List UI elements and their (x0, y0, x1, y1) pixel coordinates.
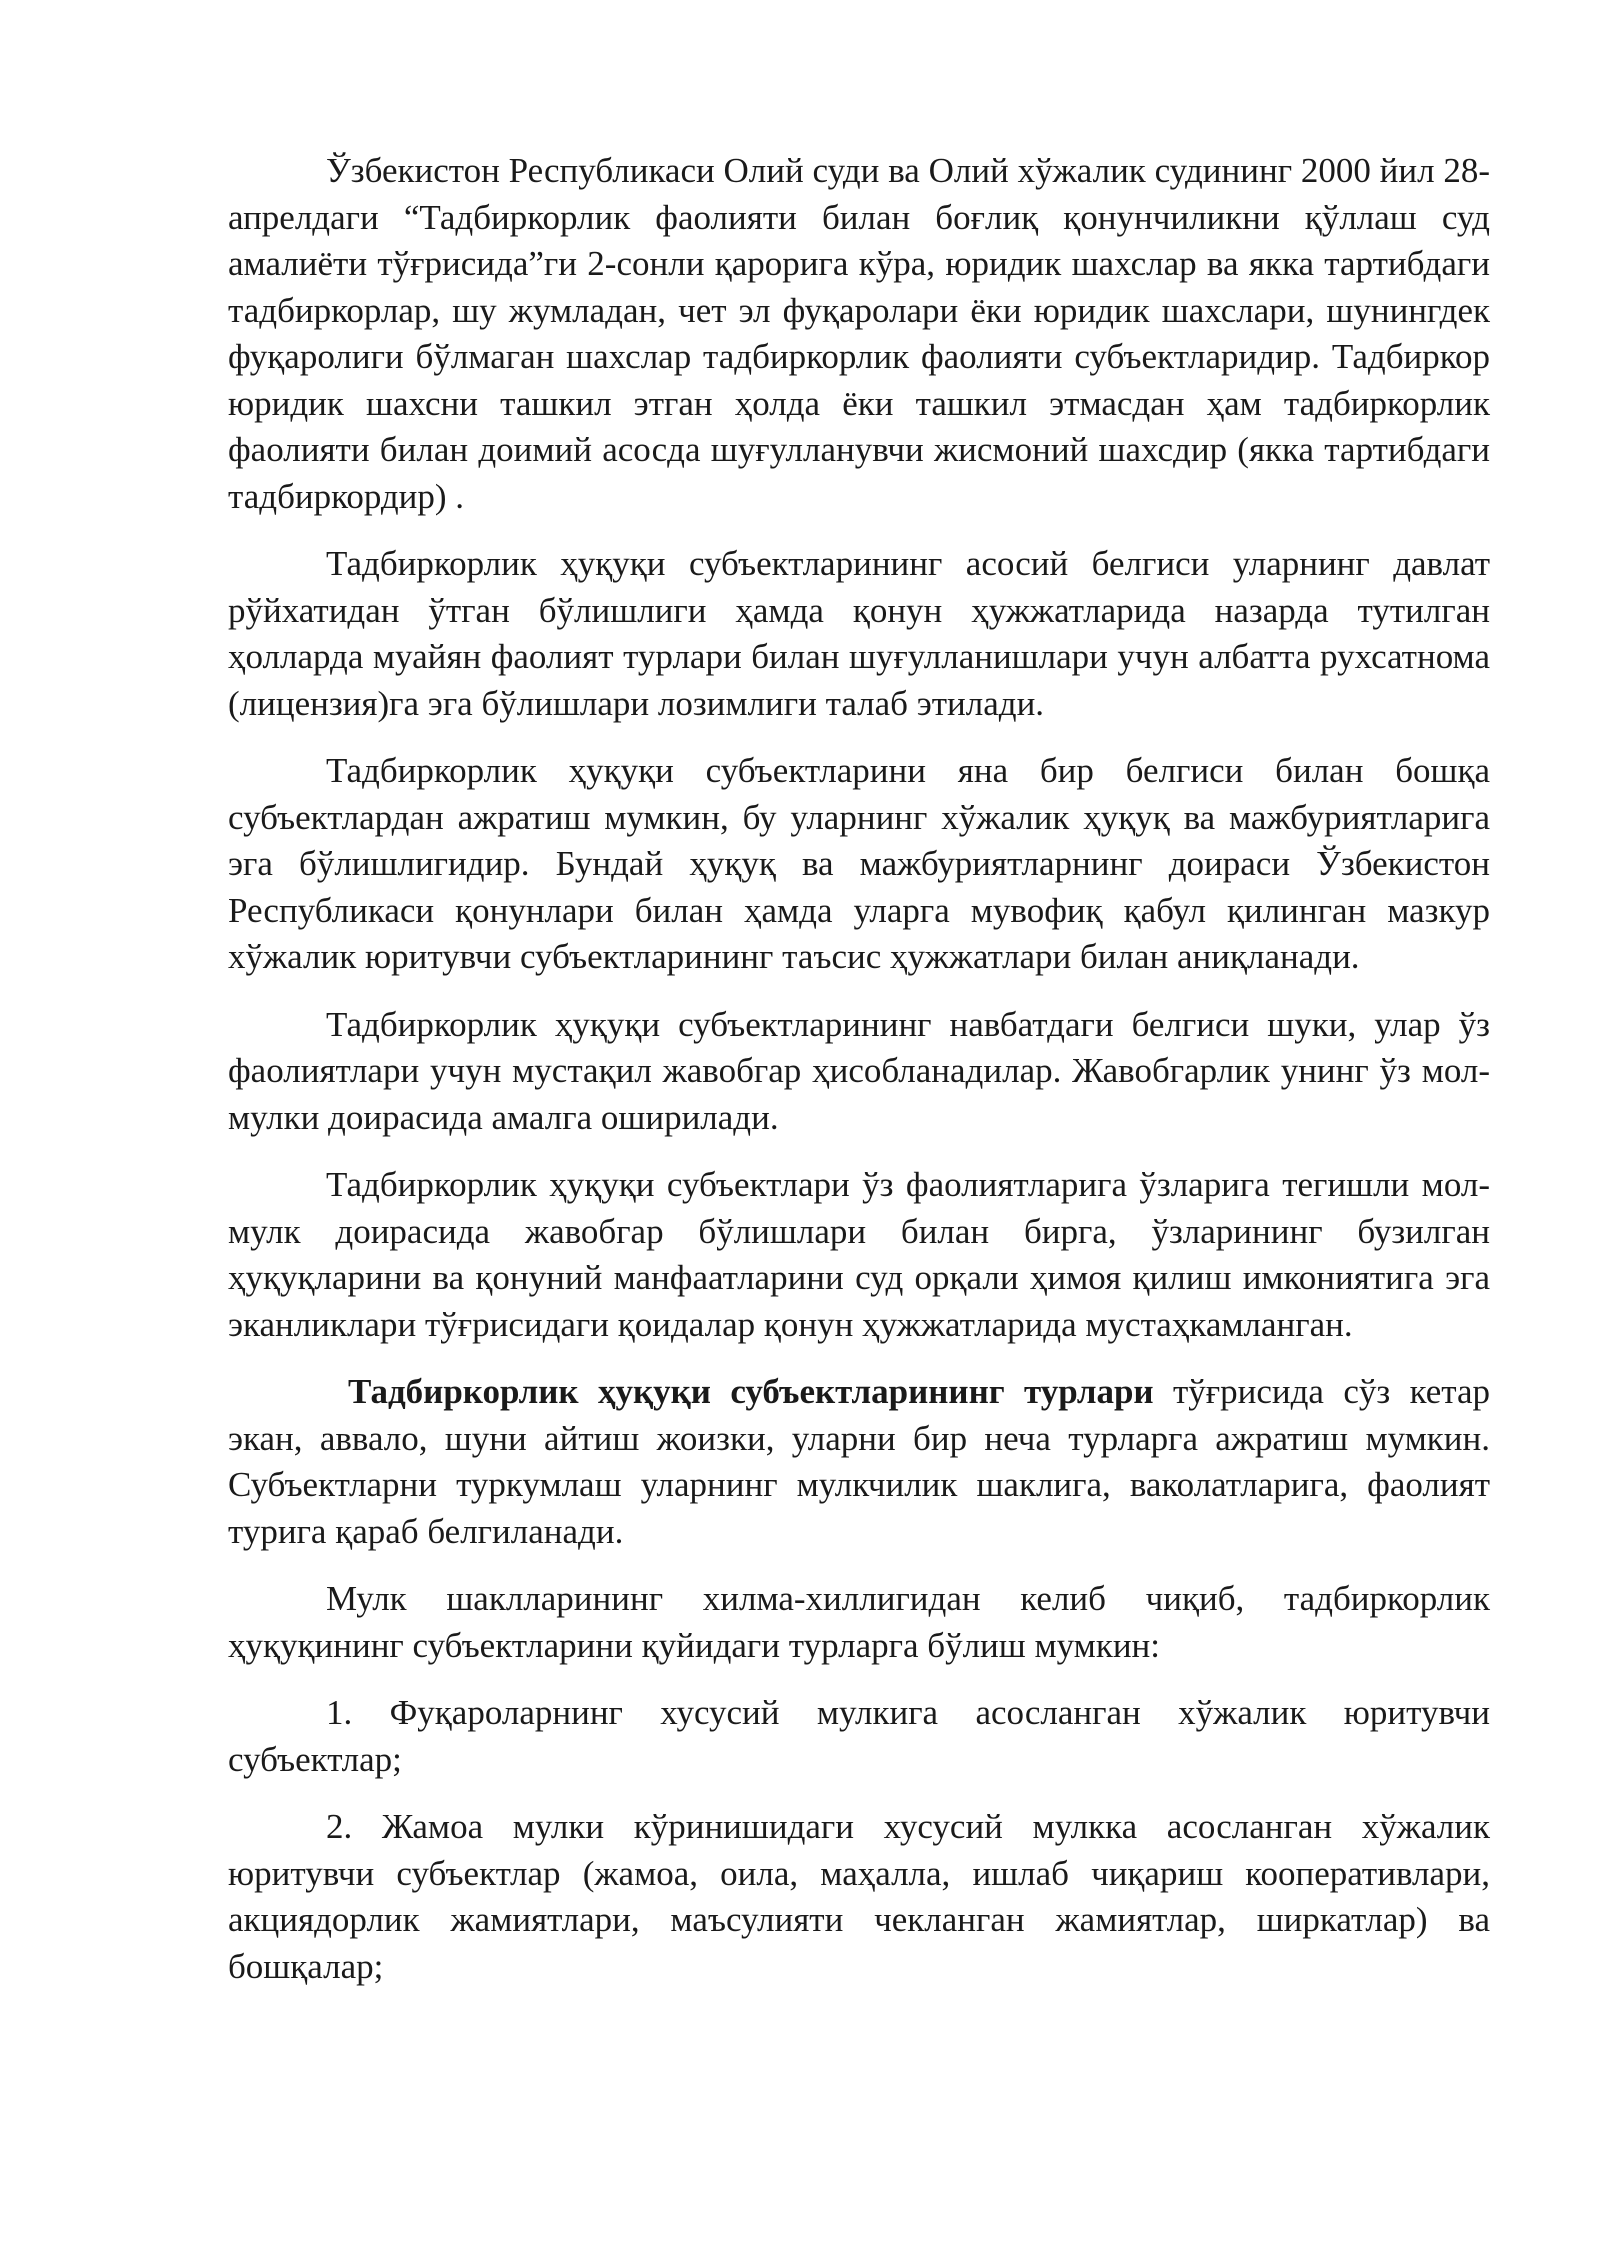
paragraph-ownership-forms: Мулк шаклларининг хилма-хиллигидан келиб чиқиб, тадбиркорлик ҳуқуқининг субъектларини қуйидаги турларга бўлиш мумкин: (228, 1579, 1490, 1665)
document-page (228, 148, 1490, 2011)
types-text: тўғрисида сўз кетар экан, аввало, шуни айтиш жоизки, уларни бир неча турларга ажратиш мумкин. Субъектларни туркумлаш уларнинг мулкчилик шаклига, ваколатларига, фаолият турига қараб белгиланади. (228, 1372, 1490, 1551)
paragraph-main-feature: Тадбиркорлик ҳуқуқи субъектларининг асосий белгиси уларнинг давлат рўйхатидан ўтган бўлишлиги ҳамда қонун ҳужжатларида назарда тутилган ҳолларда муайян фаолият турлари билан шуғулланишлари учун албатта рухсатнома (лицензия)га эга бўлишлари лозимлиги талаб этилади. (228, 544, 1490, 723)
paragraph-liability: Тадбиркорлик ҳуқуқи субъектларининг навбатдаги белгиси шуки, улар ўз фаолиятлари учун мустақил жавобгар ҳисобланадилар. Жавобгарлик унинг ўз мол-мулки доирасида амалга оширилади. (228, 1004, 1490, 1137)
paragraph-protection: Тадбиркорлик ҳуқуқи субъектлари ўз фаолиятларига ўзларига тегишли мол-мулк доирасида жавобгар бўлишлари билан бирга, ўзларининг бузилган ҳуқуқларини ва қонуний манфаатларини суд орқали ҳимоя қилиш имкониятига эга эканликлари тўғрисидаги қоидалар қонун ҳужжатларида мустаҳкамланган. (228, 1165, 1490, 1344)
types-heading: Тадбиркорлик ҳуқуқи субъектларининг турлари (348, 1372, 1154, 1411)
paragraph-court-resolution: Ўзбекистон Республикаси Олий суди ва Олий хўжалик судининг 2000 йил 28-апрелдаги “Тадбиркорлик фаолияти билан боғлиқ қонунчиликни қўллаш суд амалиёти тўғрисида”ги 2-сонли қарорига кўра, юридик шахслар ва якка тартибдаги тадбиркорлар, шу жумладан, чет эл фуқаролари ёки юридик шахслари, шунингдек фуқаролиги бўлмаган шахслар тадбиркорлик фаолияти субъектларидир. Тадбиркор юридик шахсни ташкил этган ҳолда ёки ташкил этмасдан ҳам тадбиркорлик фаолияти билан доимий асосда шуғулланувчи жисмоний шахсдир (якка тартибдаги тадбиркордир) . (228, 151, 1490, 516)
list-item-1: 1. Фуқароларнинг хусусий мулкига асосланган хўжалик юритувчи субъектлар; (228, 1693, 1490, 1779)
paragraph-rights-obligations: Тадбиркорлик ҳуқуқи субъектларини яна бир белгиси билан бошқа субъектлардан ажратиш мумкин, бу уларнинг хўжалик ҳуқуқ ва мажбуриятларига эга бўлишлигидир. Бундай ҳуқуқ ва мажбуриятларнинг доираси Ўзбекистон Республикаси қонунлари билан ҳамда уларга мувофиқ қабул қилинган мазкур хўжалик юритувчи субъектларининг таъсис ҳужжатлари билан аниқланади. (228, 751, 1490, 976)
paragraph-types (228, 1369, 1490, 1555)
list-item-2: 2. Жамоа мулки кўринишидаги хусусий мулкка асосланган хўжалик юритувчи субъектлар (жамоа, оила, маҳалла, ишлаб чиқариш кооперативлари, акциядорлик жамиятлари, маъсулияти чекланган жамиятлар, ширкатлар) ва бошқалар; (228, 1807, 1490, 1986)
